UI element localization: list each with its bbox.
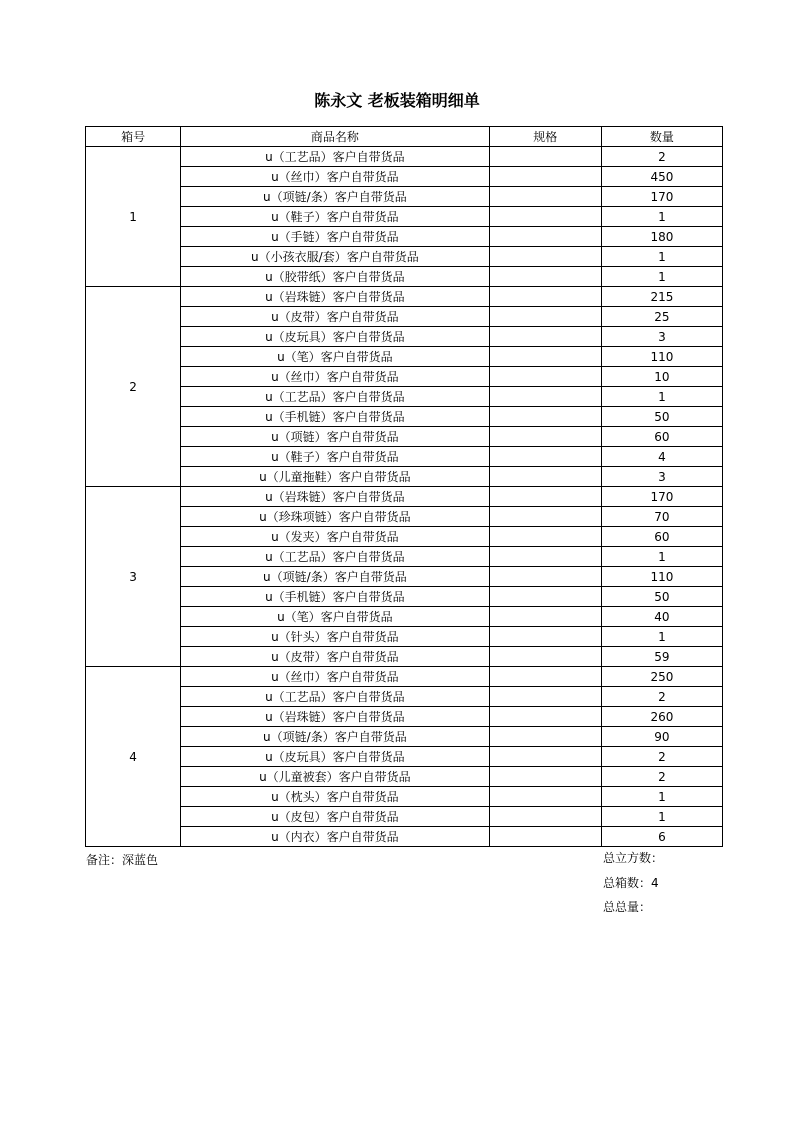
table-row [86,447,723,467]
document-title: 陈永文 老板装箱明细单 [314,91,480,110]
quantity-cell: 2 [601,747,722,767]
product-name-cell: u（皮带）客户自带货品 [181,647,489,667]
spec-cell [489,407,601,427]
quantity-cell: 90 [601,727,722,747]
table-row [86,767,723,787]
spec-cell [489,467,601,487]
quantity-cell: 60 [601,527,722,547]
table-row [86,367,723,387]
box-number-cell: 2 [86,287,181,487]
table-row [86,187,723,207]
remark-note: 备注：深蓝色 [86,853,159,867]
product-name-cell: u（项链/条）客户自带货品 [181,187,489,207]
quantity-cell: 110 [601,567,722,587]
table-row [86,487,723,507]
spec-cell [489,347,601,367]
table-row [86,167,723,187]
spec-cell [489,787,601,807]
product-name-cell: u（鞋子）客户自带货品 [181,207,489,227]
quantity-cell: 4 [601,447,722,467]
quantity-cell: 1 [601,267,722,287]
product-name-cell: u（儿童拖鞋）客户自带货品 [181,467,489,487]
table-row [86,587,723,607]
product-name-cell: u（项链/条）客户自带货品 [181,727,489,747]
quantity-cell: 10 [601,367,722,387]
table-row [86,347,723,367]
table-row [86,567,723,587]
product-name-cell: u（丝巾）客户自带货品 [181,367,489,387]
quantity-cell: 1 [601,787,722,807]
table-row [86,387,723,407]
product-name-cell: u（项链）客户自带货品 [181,427,489,447]
quantity-cell: 170 [601,487,722,507]
quantity-cell: 180 [601,227,722,247]
spec-cell [489,647,601,667]
spec-cell [489,767,601,787]
box-number-cell: 3 [86,487,181,667]
product-name-cell: u（枕头）客户自带货品 [181,787,489,807]
spec-cell [489,167,601,187]
spec-cell [489,747,601,767]
spec-cell [489,707,601,727]
spec-cell [489,227,601,247]
total-weight: 总总量： [603,900,652,914]
table-row [86,407,723,427]
spec-cell [489,307,601,327]
product-name-cell: u（手链）客户自带货品 [181,227,489,247]
table-row [86,807,723,827]
table-row [86,507,723,527]
table-row [86,647,723,667]
product-name-cell: u（工艺品）客户自带货品 [181,147,489,167]
spec-cell [489,567,601,587]
table-row [86,247,723,267]
spec-cell [489,627,601,647]
spec-cell [489,667,601,687]
quantity-cell: 70 [601,507,722,527]
product-name-cell: u（工艺品）客户自带货品 [181,387,489,407]
spec-cell [489,287,601,307]
spec-cell [489,207,601,227]
spec-cell [489,247,601,267]
product-name-cell: u（工艺品）客户自带货品 [181,547,489,567]
quantity-cell: 2 [601,767,722,787]
product-name-cell: u（项链/条）客户自带货品 [181,567,489,587]
table-row [86,467,723,487]
table-row [86,427,723,447]
product-name-cell: u（胶带纸）客户自带货品 [181,267,489,287]
quantity-cell: 250 [601,667,722,687]
quantity-cell: 110 [601,347,722,367]
header-product-name: 商品名称 [181,127,489,147]
table-row [86,227,723,247]
spec-cell [489,267,601,287]
table-row [86,667,723,687]
table-row [86,207,723,227]
product-name-cell: u（手机链）客户自带货品 [181,407,489,427]
product-name-cell: u（岩珠链）客户自带货品 [181,287,489,307]
product-name-cell: u（工艺品）客户自带货品 [181,687,489,707]
quantity-cell: 50 [601,587,722,607]
product-name-cell: u（笔）客户自带货品 [181,607,489,627]
table-row [86,307,723,327]
product-name-cell: u（丝巾）客户自带货品 [181,167,489,187]
quantity-cell: 6 [601,827,722,847]
quantity-cell: 1 [601,207,722,227]
spec-cell [489,527,601,547]
quantity-cell: 1 [601,807,722,827]
table-row [86,747,723,767]
product-name-cell: u（手机链）客户自带货品 [181,587,489,607]
quantity-cell: 170 [601,187,722,207]
product-name-cell: u（鞋子）客户自带货品 [181,447,489,467]
spec-cell [489,827,601,847]
total-volume: 总立方数： [603,851,664,865]
product-name-cell: u（小孩衣服/套）客户自带货品 [181,247,489,267]
table-header-row [86,127,723,147]
spec-cell [489,427,601,447]
quantity-cell: 3 [601,327,722,347]
table-row [86,787,723,807]
product-name-cell: u（珍珠项链）客户自带货品 [181,507,489,527]
table-row [86,527,723,547]
spec-cell [489,147,601,167]
spec-cell [489,687,601,707]
spec-cell [489,507,601,527]
product-name-cell: u（皮带）客户自带货品 [181,307,489,327]
table-row [86,727,723,747]
table-row [86,827,723,847]
quantity-cell: 2 [601,687,722,707]
spec-cell [489,607,601,627]
quantity-cell: 1 [601,627,722,647]
product-name-cell: u（岩珠链）客户自带货品 [181,707,489,727]
quantity-cell: 50 [601,407,722,427]
table-row [86,707,723,727]
quantity-cell: 1 [601,387,722,407]
quantity-cell: 60 [601,427,722,447]
spec-cell [489,327,601,347]
quantity-cell: 40 [601,607,722,627]
box-number-cell: 4 [86,667,181,847]
product-name-cell: u（丝巾）客户自带货品 [181,667,489,687]
header-quantity: 数量 [601,127,722,147]
table-row [86,687,723,707]
table-row [86,327,723,347]
quantity-cell: 260 [601,707,722,727]
product-name-cell: u（皮包）客户自带货品 [181,807,489,827]
table-row [86,287,723,307]
product-name-cell: u（岩珠链）客户自带货品 [181,487,489,507]
spec-cell [489,187,601,207]
quantity-cell: 450 [601,167,722,187]
header-spec: 规格 [489,127,601,147]
quantity-cell: 1 [601,547,722,567]
quantity-cell: 3 [601,467,722,487]
box-number-cell: 1 [86,147,181,287]
table-row [86,267,723,287]
product-name-cell: u（笔）客户自带货品 [181,347,489,367]
spec-cell [489,367,601,387]
spec-cell [489,447,601,467]
total-boxes: 总箱数：4 [603,876,659,890]
spec-cell [489,487,601,507]
product-name-cell: u（儿童被套）客户自带货品 [181,767,489,787]
product-name-cell: u（皮玩具）客户自带货品 [181,327,489,347]
table-row [86,147,723,167]
product-name-cell: u（皮玩具）客户自带货品 [181,747,489,767]
header-box-number: 箱号 [86,127,181,147]
quantity-cell: 2 [601,147,722,167]
product-name-cell: u（发夹）客户自带货品 [181,527,489,547]
spec-cell [489,727,601,747]
packing-list-table [85,126,723,847]
spec-cell [489,807,601,827]
table-row [86,607,723,627]
quantity-cell: 25 [601,307,722,327]
table-row [86,627,723,647]
quantity-cell: 1 [601,247,722,267]
table-row [86,547,723,567]
product-name-cell: u（内衣）客户自带货品 [181,827,489,847]
quantity-cell: 59 [601,647,722,667]
spec-cell [489,587,601,607]
quantity-cell: 215 [601,287,722,307]
spec-cell [489,547,601,567]
spec-cell [489,387,601,407]
product-name-cell: u（针头）客户自带货品 [181,627,489,647]
